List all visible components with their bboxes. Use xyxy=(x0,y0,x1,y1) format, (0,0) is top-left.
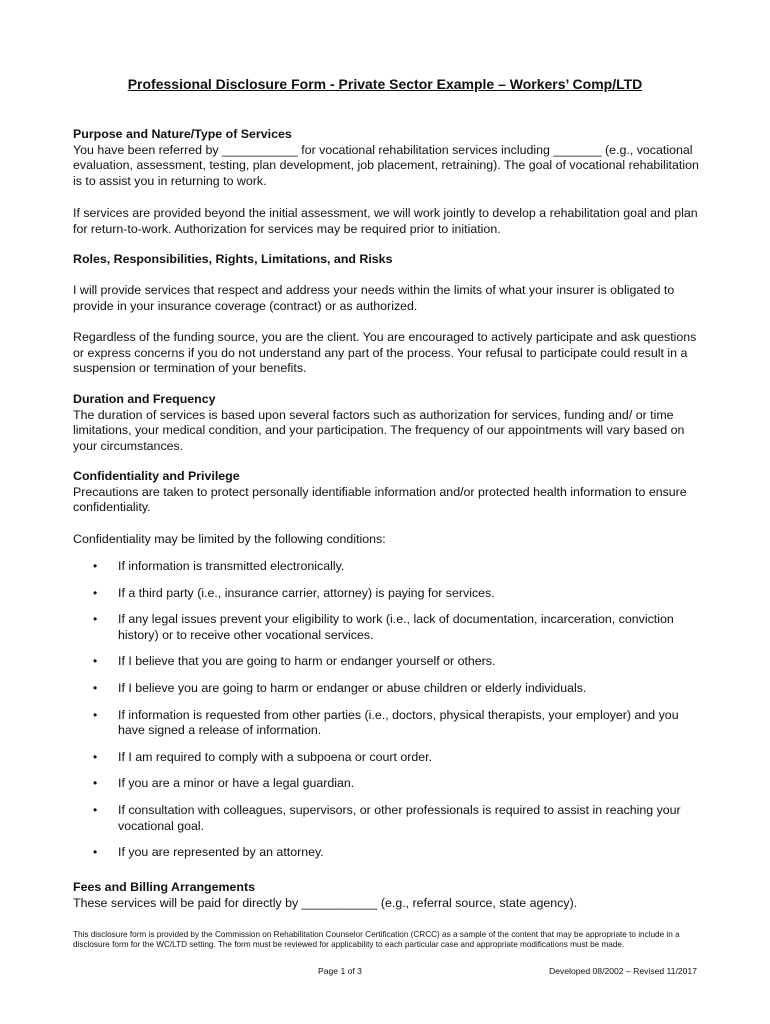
document-title: Professional Disclosure Form - Private Sector Example – Workers’ Comp/LTD xyxy=(127,76,643,92)
section-paragraph: You have been referred by ___________ for vocational rehabilitation services including _______ (e.g., vocational evaluation, assessment, testing, plan development, job placement, retraining). The goal of vocational rehabilitation is to assist you in returning to work. xyxy=(73,142,699,188)
bullet-icon: • xyxy=(93,680,98,695)
section-paragraph: These services will be paid for directly by ___________ (e.g., referral source, state agency). xyxy=(73,895,578,910)
list-item xyxy=(93,612,693,643)
list-item-text: If you are a minor or have a legal guardian. xyxy=(118,776,355,791)
list-item-text: If information is requested from other parties (i.e., doctors, physical therapists, your employer) and you have signed a release of information. xyxy=(118,707,679,738)
section-heading: Confidentiality and Privilege xyxy=(73,469,240,483)
list-item xyxy=(93,681,693,697)
list-item-text: If I believe that you are going to harm or endanger yourself or others. xyxy=(118,654,496,669)
section-purpose xyxy=(73,127,703,189)
list-item-text: If a third party (i.e., insurance carrier, attorney) is paying for services. xyxy=(118,585,495,600)
section-heading: Duration and Frequency xyxy=(73,392,216,406)
list-item xyxy=(93,654,693,670)
bullet-icon: • xyxy=(93,845,98,860)
list-item-text: If I am required to comply with a subpoena or court order. xyxy=(118,749,433,764)
section-duration xyxy=(73,392,703,454)
section-paragraph: I will provide services that respect and address your needs within the limits of what your insurer is obligated to provide in your insurance coverage (contract) or as authorized. xyxy=(73,283,675,313)
list-item-text: If information is transmitted electronically. xyxy=(118,559,345,573)
section-paragraph: Confidentiality may be limited by the following conditions: xyxy=(73,532,386,546)
section-roles xyxy=(73,252,703,268)
list-item xyxy=(93,750,693,766)
section-heading: Fees and Billing Arrangements xyxy=(73,880,255,894)
bullet-icon: • xyxy=(93,749,98,764)
confidentiality-conditions-list xyxy=(93,559,693,861)
list-item-text: If I believe you are going to harm or endanger or abuse children or elderly individuals. xyxy=(118,680,587,695)
section-confidentiality xyxy=(73,469,703,516)
section-paragraph: The duration of services is based upon several factors such as authorization for services, funding and/ or time limitations, your medical condition, and your participation. The frequency of our appointments will vary based on your circumstances. xyxy=(73,407,685,453)
bullet-icon: • xyxy=(93,707,98,722)
section-paragraph: If services are provided beyond the initial assessment, we will work jointly to develop a rehabilitation goal and plan for return-to-work. Authorization for services may be required prior to initiation. xyxy=(73,206,698,236)
bullet-icon: • xyxy=(93,559,98,573)
bullet-icon: • xyxy=(93,612,98,627)
list-item xyxy=(93,586,693,602)
list-item-text: If you are represented by an attorney. xyxy=(118,845,324,860)
bullet-icon: • xyxy=(93,776,98,791)
footer-note: This disclosure form is provided by the Commission on Rehabilitation Counselor Certification (CRCC) as a sample of the content that may be appropriate to include in a disclosure form for the WC/LTD setting. The form must be reviewed for applicability to each particular case and appropriate modifications must be made. xyxy=(73,930,680,950)
bullet-icon: • xyxy=(93,802,98,817)
list-item xyxy=(93,776,693,792)
list-item-text: If any legal issues prevent your eligibility to work (i.e., lack of documentation, incarceration, conviction history) or to receive other vocational services. xyxy=(118,612,674,642)
list-item-text: If consultation with colleagues, supervisors, or other professionals is required to assist in reaching your vocational goal. xyxy=(118,802,681,833)
list-item xyxy=(93,559,693,575)
page-number: Page 1 of 3 xyxy=(318,966,362,976)
bullet-icon: • xyxy=(93,654,98,669)
section-paragraph: Precautions are taken to protect personally identifiable information and/or protected health information to ensure confidentiality. xyxy=(73,484,687,515)
section-paragraph: Regardless of the funding source, you are the client. You are encouraged to actively participate and ask questions or express concerns if you do not understand any part of the process. Your refusal to participate could result in a suspension or termination of your benefits. xyxy=(73,330,697,376)
bullet-icon: • xyxy=(93,585,98,600)
section-fees xyxy=(73,880,703,911)
list-item xyxy=(93,845,693,861)
list-item xyxy=(93,803,693,834)
revision-date: Developed 08/2002 – Revised 11/2017 xyxy=(549,966,697,976)
section-heading: Roles, Responsibilities, Rights, Limitations, and Risks xyxy=(73,252,393,266)
list-item xyxy=(93,708,693,739)
section-heading: Purpose and Nature/Type of Services xyxy=(73,127,292,141)
